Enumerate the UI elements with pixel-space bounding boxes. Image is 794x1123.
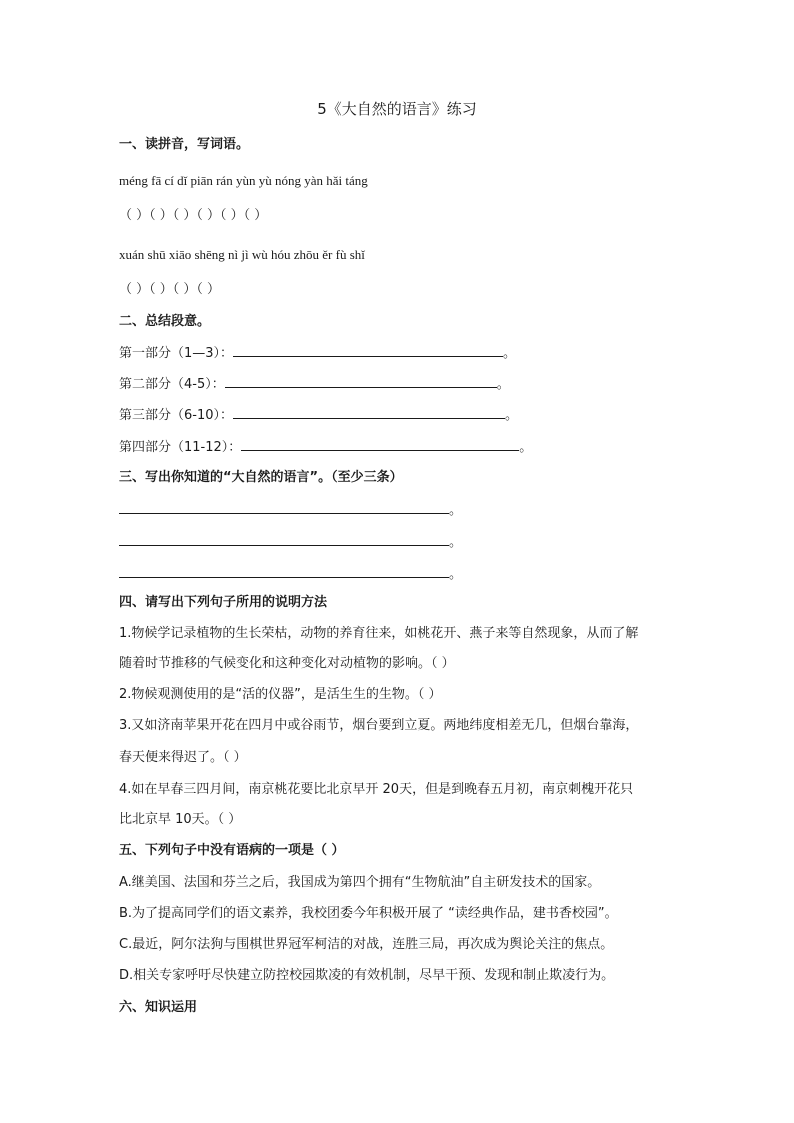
pinyin-row-1: méng fā cí dǐ piān rán yùn yù nóng yàn hǎi táng [119,173,368,188]
period: 。 [449,567,463,582]
summary-item [119,406,518,425]
answer-line[interactable] [233,406,505,419]
question-4-line-1: 4.如在早春三四月间，南京桃花要比北京早开 20天，但是到晚春五月初，南京刺槐开花只 [119,782,634,797]
answer-line-row [119,533,462,552]
question-1-line-2: 随着时节推移的气候变化和这种变化对动植物的影响。（ ） [119,656,455,671]
question-4-line-2: 比北京早 10天。（ ） [119,812,242,827]
question-3-line-2: 春天便来得迟了。（ ） [119,750,247,765]
section1-heading: 一、读拼音，写词语。 [119,137,250,152]
answer-line[interactable] [233,344,503,357]
section4-heading: 四、请写出下列句子所用的说明方法 [119,595,328,610]
period: 。 [449,535,463,550]
period: 。 [505,408,519,423]
summary-item [119,344,516,363]
option-c: C.最近，阿尔法狗与围棋世界冠军柯洁的对战，连胜三局，再次成为舆论关注的焦点。 [119,937,614,952]
answer-line[interactable] [119,533,449,546]
answer-line-row [119,501,462,520]
section6-heading: 六、知识运用 [119,1000,198,1015]
summary-label: 第一部分（1—3）： [119,346,234,361]
question-3-line-1: 3.又如济南苹果开花在四月中或谷雨节，烟台要到立夏。两地纬度相差无几，但烟台靠海， [119,718,639,733]
answer-blanks-row-2[interactable]: （ ）（ ）（ ）（ ） [119,282,221,297]
summary-label: 第二部分（4-5）： [119,377,225,392]
summary-item [119,375,510,394]
period: 。 [449,503,463,518]
section5-heading: 五、下列句子中没有语病的一项是（ ） [119,843,345,858]
answer-line[interactable] [119,565,449,578]
period: 。 [519,440,533,455]
answer-line-row [119,565,462,584]
section3-heading: 三、写出你知道的“大自然的语言”。（至少三条） [119,470,403,485]
question-2: 2.物候观测使用的是“活的仪器”，是活生生的生物。（ ） [119,687,442,702]
period: 。 [503,346,517,361]
question-1-line-1: 1.物候学记录植物的生长荣枯，动物的养育往来，如桃花开、燕子来等自然现象，从而了解 [119,626,639,641]
option-d: D.相关专家呼吁尽快建立防控校园欺凌的有效机制，尽早干预、发现和制止欺凌行为。 [119,968,615,983]
period: 。 [496,377,510,392]
answer-blanks-row-1[interactable]: （ ）（ ）（ ）（ ）（ ）（ ） [119,208,268,223]
option-b: B.为了提高同学们的语文素养，我校团委今年积极开展了 “读经典作品，建书香校园”。 [119,906,618,921]
page-title: 5《大自然的语言》练习 [317,100,477,118]
summary-label: 第四部分（11-12）： [119,440,242,455]
answer-line[interactable] [241,438,519,451]
summary-item [119,438,532,457]
section2-heading: 二、总结段意。 [119,314,211,329]
option-a: A.继美国、法国和芬兰之后，我国成为第四个拥有“生物航油”自主研发技术的国家。 [119,875,601,890]
answer-line[interactable] [119,501,449,514]
pinyin-row-2: xuán shū xiāo shēng nì jì wù hóu zhōu ěr fù shǐ [119,247,365,262]
summary-label: 第三部分（6-10）： [119,408,234,423]
answer-line[interactable] [225,375,497,388]
